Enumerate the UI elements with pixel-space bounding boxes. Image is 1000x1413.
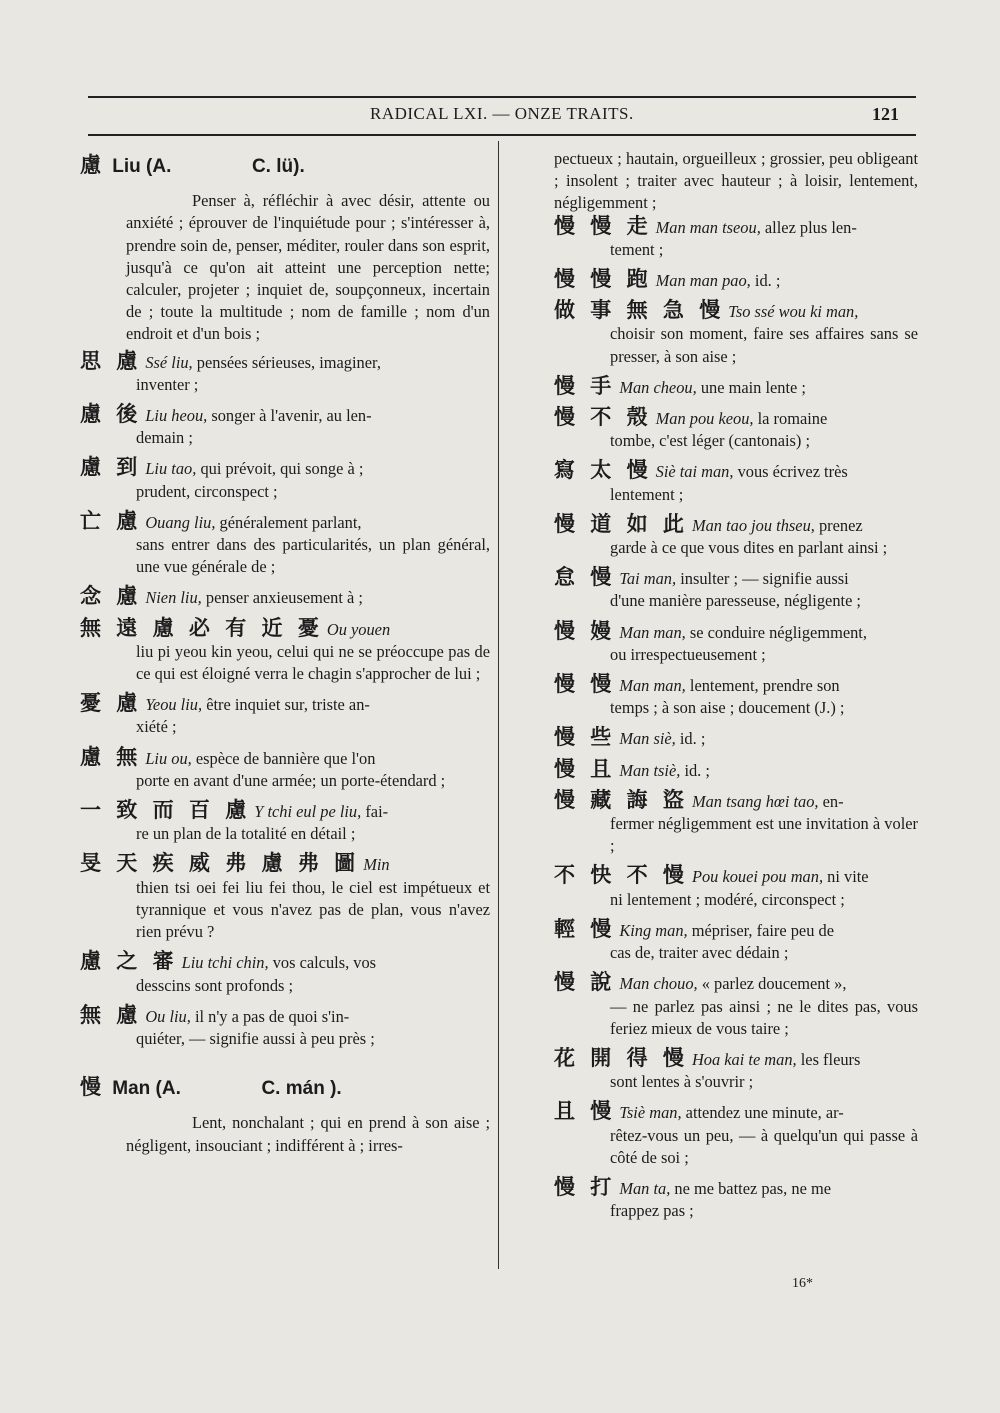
romanization: Man cheou, [619,377,697,397]
romanization: Liu tao, [145,459,197,479]
definition-continuation: cas de, traiter avec dédain ; [610,943,789,963]
chinese-characters: 寫 太 慢 [554,458,652,483]
definition-lead: généralement parlant, [219,512,362,532]
romanization: Siè tai man, [655,462,734,482]
left-column [80,148,490,1161]
heading-character: 慮 [80,153,101,177]
heading-character: 慢 [80,1075,101,1100]
heading-romanization: Liu (A. [112,156,172,177]
definition-continuation: ou irrespectueusement ; [610,644,766,664]
chinese-characters: 做 事 無 急 慢 [554,298,725,323]
romanization: Man man, [619,676,686,696]
chinese-characters: 慢 手 [554,373,616,398]
dictionary-entry [80,746,490,792]
romanization: Liu tchi chin, [181,953,269,973]
page-number: 121 [872,104,899,124]
romanization: Man tsang hœi tao, [691,791,819,811]
definition-continuation: re un plan de la totalité en détail ; [136,824,356,844]
chinese-characters: 花 開 得 慢 [554,1045,688,1070]
dictionary-entry [554,1100,918,1169]
definition-lead: vous écrivez très [737,462,848,482]
definition-man-continued: pectueux ; hautain, orgueilleux ; grossier, peu obligeant ; insolent ; traiter avec hauteur ; à loisir, lentement, négligemment ; [554,149,918,213]
romanization: Tso ssé wou ki man, [728,302,859,322]
chinese-characters: 慢 道 如 此 [554,511,688,536]
dictionary-entry [554,789,918,858]
definition-lead: fai- [365,802,389,822]
romanization: Man man, [619,622,686,642]
chinese-characters: 慢 慢 跑 [554,267,652,292]
romanization: Ou youen [326,619,391,639]
definition-continuation: fermer négligemment est une invitation à voler ; [610,814,918,856]
dictionary-entry [80,510,490,579]
dictionary-entry [80,1004,490,1050]
definition-man: Lent, nonchalant ; qui en prend à son aise ; négligent, insouciant ; indifférent à ; irres- [126,1113,490,1155]
definition-lead: vos calculs, vos [272,953,377,973]
definition-continuation: choisir son moment, faire ses affaires sans se presser, à son aise ; [610,324,918,366]
definition-continuation: — ne parlez pas ainsi ; ne le dites pas, vous feriez mieux de vous taire ; [610,996,918,1038]
definition-lead: id. ; [679,729,706,749]
definition-lead: mépriser, faire peu de [691,920,834,940]
dictionary-entry [554,971,918,1040]
definition-continuation: xiété ; [136,717,177,737]
romanization: Y tchi eul pe liu, [254,802,362,822]
dictionary-entry [554,268,918,292]
definition-lead: espèce de bannière que l'on [195,748,376,768]
romanization: Man tao jou thseu, [691,515,815,535]
dictionary-entry [80,350,490,396]
dictionary-entry [554,566,918,612]
chinese-characters: 慢 說 [554,970,616,995]
definition-lead: être inquiet sur, triste an- [206,695,370,715]
definition-continuation: frappez pas ; [610,1201,694,1221]
chinese-characters: 慮 後 [80,402,142,427]
chinese-characters: 不 快 不 慢 [554,863,688,888]
dictionary-entry [554,1047,918,1093]
chinese-characters: 慢 些 [554,725,616,750]
romanization: Tsiè man, [619,1103,682,1123]
romanization: Man tsiè, [619,760,681,780]
chinese-characters: 慢 且 [554,756,616,781]
chinese-characters: 怠 慢 [554,565,616,590]
definition-lead: pensées sérieuses, imaginer, [196,352,381,372]
romanization: Man man tseou, [655,217,761,237]
definition-lead: allez plus len- [764,217,857,237]
definition-continuation: desscins sont profonds ; [136,975,294,995]
entry-heading-liu [80,154,490,178]
definition-continuation: lentement ; [610,484,684,504]
definition-continuation: sont lentes à s'ouvrir ; [610,1072,754,1092]
chinese-characters: 一 致 而 百 慮 [80,798,251,823]
chinese-characters: 思 慮 [80,348,142,373]
romanization: Pou kouei pou man, [691,867,824,887]
romanization: Man chouo, [619,974,698,994]
definition-lead: attendez une minute, ar- [685,1103,844,1123]
definition-continuation: sans entrer dans des particularités, un plan général, une vue générale de ; [136,535,490,577]
definition-continuation: thien tsi oei fei liu fei thou, le ciel est impétueux et tyrannique et vous n'avez pas de plan, vous n'avez rien prévu ? [136,877,490,942]
chinese-characters: 慮 無 [80,744,142,769]
chinese-characters: 慢 嫚 [554,618,616,643]
chinese-characters: 慮 到 [80,455,142,480]
definition-lead: insulter ; — signifie aussi [680,569,849,589]
dictionary-entry [554,375,918,399]
definition-continuation: tombe, c'est léger (cantonais) ; [610,431,811,451]
heading-cantonese: C. mán ). [261,1078,342,1100]
dictionary-entry [80,617,490,686]
dictionary-entry [554,864,918,910]
definition-continuation: prudent, circonspect ; [136,481,278,501]
definition-continuation: liu pi yeou kin yeou, celui qui ne se préoccupe pas de ce qui est éloigné verra le chagin s'approcher de lui ; [136,641,490,684]
romanization: Ou liu, [145,1006,191,1026]
definition-continuation: d'une manière paresseuse, négligente ; [610,591,861,611]
definition-lead: songer à l'avenir, au len- [211,406,372,426]
definition-continuation: inventer ; [136,374,199,394]
chinese-characters: 慢 慢 [554,672,616,697]
chinese-characters: 且 慢 [554,1099,616,1124]
chinese-characters: 慮 之 審 [80,949,178,974]
definition-lead: les fleurs [800,1049,861,1069]
chinese-characters: 憂 慮 [80,691,142,716]
romanization: Man ta, [619,1178,671,1198]
chinese-characters: 慢 藏 誨 盜 [554,787,688,812]
compound-list-man [554,215,918,1223]
definition-lead: la romaine [757,409,828,429]
definition-lead: prenez [818,515,863,535]
definition-continuation: garde à ce que vous dites en parlant ainsi ; [610,538,888,558]
dictionary-entry [80,852,490,943]
definition-lead: qui prévoit, qui songe à ; [200,459,364,479]
definition-continuation: demain ; [136,428,193,448]
definition-lead: ni vite [827,867,869,887]
definition-continuation: rêtez-vous un peu, — à quelqu'un qui passe à côté de soi ; [610,1125,918,1167]
chinese-characters: 旻 天 疾 威 弗 慮 弗 圖 [80,851,360,876]
definition-continuation: tement ; [610,239,664,259]
dictionary-entry [554,918,918,964]
romanization: Man siè, [619,729,676,749]
dictionary-entry [554,513,918,559]
heading-cantonese: C. lü). [251,156,305,177]
chinese-characters: 慢 打 [554,1174,616,1199]
definition-lead: id. ; [684,760,710,780]
dictionary-entry [554,726,918,750]
chinese-characters: 無 慮 [80,1002,142,1027]
definition-lead: il n'y a pas de quoi s'in- [194,1006,350,1026]
dictionary-entry [554,673,918,719]
chinese-characters: 無 遠 慮 必 有 近 憂 [80,615,323,640]
compound-list-liu [80,350,490,1050]
definition-continuation: temps ; à son aise ; doucement (J.) ; [610,698,845,718]
romanization: Tai man, [619,569,677,589]
definition-lead: penser anxieusement à ; [205,588,363,608]
definition-lead: lentement, prendre son [689,676,840,696]
chinese-characters: 輕 慢 [554,916,616,941]
dictionary-entry [80,456,490,502]
running-title: RADICAL LXI. — ONZE TRAITS. [370,104,634,123]
dictionary-entry [554,459,918,505]
definition-liu: Penser à, réfléchir à avec désir, attente ou anxiété ; éprouver de l'inquiétude pour ; s'intéresser à, prendre soin de, penser, méditer, rouler dans son esprit, jusqu'à ce qu'on ait atteint une perception nette; calculer, projeter ; inquiet de, soupçonneux, incertain de ; toute la multitude ; nom de famille ; nom d'un endroit et d'un bois ; [126,191,490,344]
dictionary-entry [80,692,490,738]
dictionary-entry [554,1176,918,1222]
dictionary-entry [554,215,918,261]
definition-lead: une main lente ; [700,377,806,397]
romanization: Nien liu, [145,588,202,608]
dictionary-entry [554,406,918,452]
column-divider [498,141,499,1269]
dictionary-entry [80,950,490,996]
romanization: Yeou liu, [145,695,203,715]
definition-continuation: ni lentement ; modéré, circonspect ; [610,889,845,909]
chinese-characters: 慢 慢 走 [554,213,652,238]
definition-lead: id. ; [754,271,781,291]
romanization: King man, [619,920,688,940]
definition-lead: « parlez doucement », [701,974,847,994]
dictionary-entry [80,799,490,845]
definition-lead: se conduire négligemment, [689,622,867,642]
heading-romanization: Man (A. [112,1078,181,1100]
dictionary-entry [554,620,918,666]
right-column [554,148,918,1229]
definition-lead: en- [822,791,844,811]
romanization: Man man pao, [655,271,751,291]
definition-lead: ne me battez pas, ne me [674,1178,831,1198]
chinese-characters: 亡 慮 [80,508,142,533]
dictionary-entry [80,403,490,449]
dictionary-entry [554,299,918,368]
romanization: Ouang liu, [145,512,216,532]
romanization: Liu heou, [145,406,208,426]
dictionary-entry [554,758,918,782]
chinese-characters: 念 慮 [80,584,142,609]
signature-mark: 16* [792,1276,813,1291]
top-rule [88,96,916,98]
romanization: Liu ou, [145,748,192,768]
romanization: Ssé liu, [145,352,193,372]
dictionary-entry [80,585,490,609]
entry-heading-man [80,1076,490,1100]
definition-continuation: quiéter, — signifie aussi à peu près ; [136,1028,375,1048]
romanization: Man pou keou, [655,409,754,429]
romanization: Hoa kai te man, [691,1049,797,1069]
header-rule [88,134,916,136]
romanization: Min [363,855,390,875]
chinese-characters: 慢 不 殼 [554,405,652,430]
definition-continuation: porte en avant d'une armée; un porte-étendard ; [136,770,446,790]
